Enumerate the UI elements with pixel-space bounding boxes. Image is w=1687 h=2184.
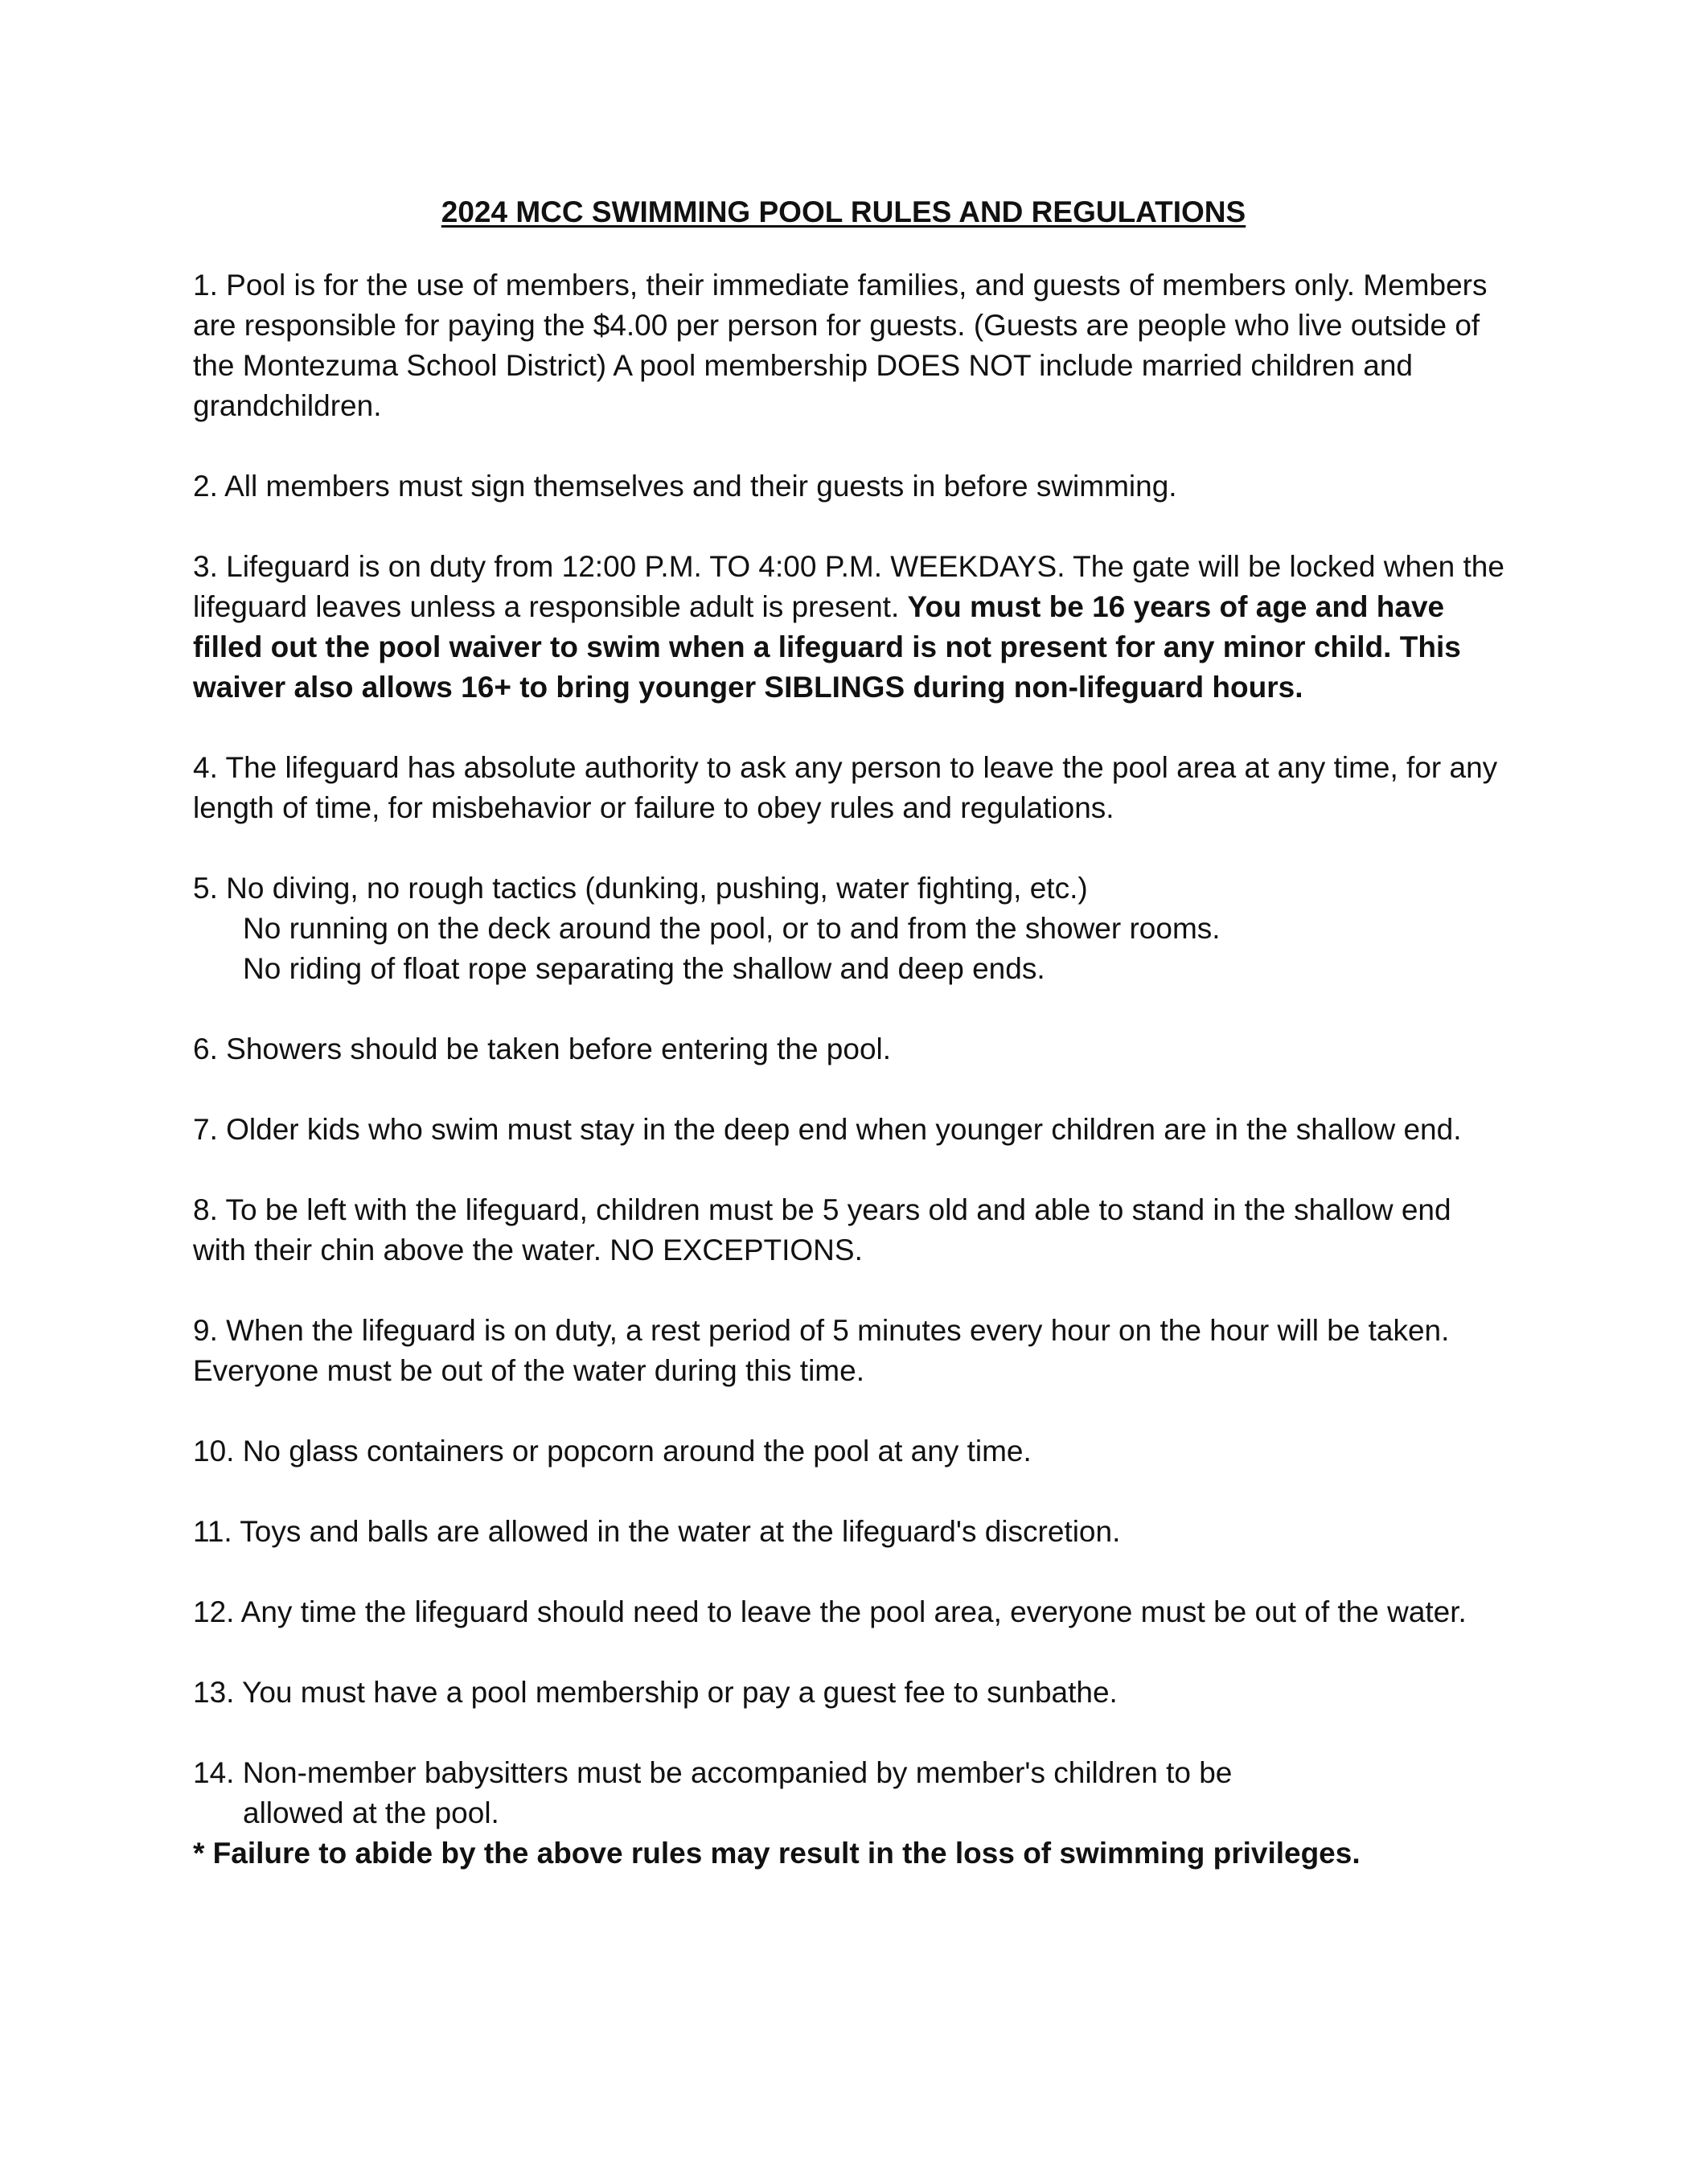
- rule-3: [193, 547, 1512, 708]
- rule-9: 9. When the lifeguard is on duty, a rest period of 5 minutes every hour on the hour will be taken. Everyone must be out of the water during this time.: [193, 1314, 1450, 1387]
- rule-10: 10. No glass containers or popcorn around the pool at any time.: [193, 1435, 1032, 1468]
- rule-5-line-1: 5. No diving, no rough tactics (dunking, pushing, water fighting, etc.): [193, 872, 1088, 905]
- rule-3-bold-text: You must be 16 years of age and have filled out the pool waiver to swim when a lifeguard is not present for any minor child. This waiver also allows 16+ to bring younger SIBLINGS during non-lifeguard hours.: [193, 590, 1461, 704]
- rule-8: 8. To be left with the lifeguard, children must be 5 years old and able to stand in the shallow end with their chin above the water. NO EXCEPTIONS.: [193, 1193, 1451, 1266]
- rule-6: 6. Showers should be taken before entering the pool.: [193, 1032, 892, 1065]
- rule-5: [193, 868, 1512, 989]
- page-title: 2024 MCC SWIMMING POOL RULES AND REGULATIONS: [441, 195, 1246, 228]
- rule-2: 2. All members must sign themselves and their guests in before swimming.: [193, 470, 1177, 503]
- rule-14: [193, 1753, 1512, 1833]
- rule-3-text: 3. Lifeguard is on duty from 12:00 P.M. TO 4:00 P.M. WEEKDAYS. The gate will be locked when the lifeguard leaves unless a responsible adult is present.: [193, 550, 1504, 623]
- rule-5-line-3: No riding of float rope separating the shallow and deep ends.: [243, 952, 1045, 985]
- rule-7: 7. Older kids who swim must stay in the deep end when younger children are in the shallow end.: [193, 1113, 1462, 1146]
- rule-12: 12. Any time the lifeguard should need to leave the pool area, everyone must be out of the water.: [193, 1595, 1467, 1628]
- rule-4: 4. The lifeguard has absolute authority to ask any person to leave the pool area at any time, for any length of time, for misbehavior or failure to obey rules and regulations.: [193, 751, 1498, 824]
- rule-5-line-2: No running on the deck around the pool, or to and from the shower rooms.: [243, 912, 1221, 945]
- rule-11: 11. Toys and balls are allowed in the water at the lifeguard's discretion.: [193, 1515, 1121, 1548]
- footer-note: * Failure to abide by the above rules may result in the loss of swimming privileges.: [193, 1837, 1361, 1870]
- rules-list: [193, 265, 1512, 1874]
- rule-13: 13. You must have a pool membership or pay a guest fee to sunbathe.: [193, 1676, 1118, 1709]
- rule-14-line-1: 14. Non-member babysitters must be accompanied by member's children to be: [193, 1756, 1233, 1789]
- rule-1: 1. Pool is for the use of members, their immediate families, and guests of members only. Members are responsible for paying the $4.00 per person for guests. (Guests are people who live outside of the Montezuma School District) A pool membership DOES NOT include married children and grandchildren.: [193, 269, 1488, 422]
- rule-14-line-2: allowed at the pool.: [243, 1796, 499, 1829]
